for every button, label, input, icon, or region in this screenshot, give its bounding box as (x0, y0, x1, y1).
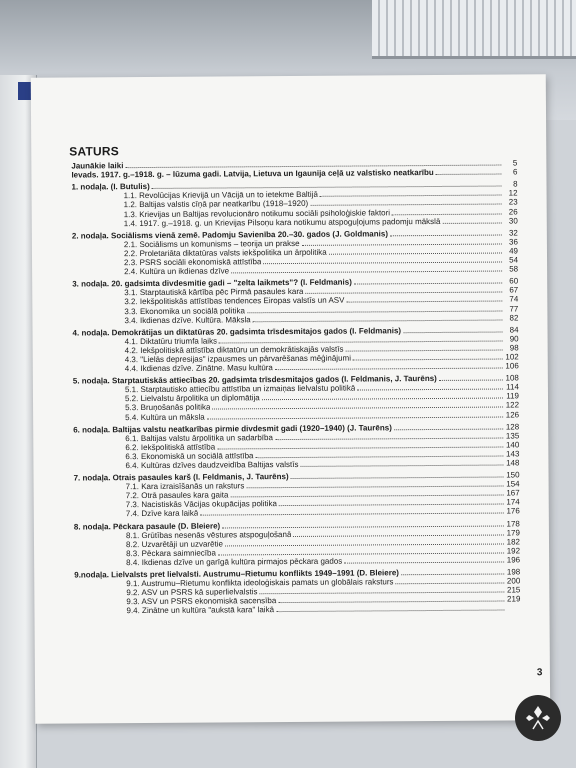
toc-entry-title: 5.2. Lielvalstu ārpolitika un diplomātija (124, 393, 260, 404)
toc-entry-title: 2.3. PSRS sociāli ekonomiskā attīstība (124, 257, 262, 268)
toc-dot-leader (394, 428, 503, 430)
background-radiator (372, 0, 576, 59)
toc-entry (73, 410, 519, 422)
toc-dot-leader (231, 271, 502, 274)
toc-entry-page: 140 (505, 440, 520, 450)
toc-entry-page: 219 (507, 594, 521, 604)
toc-entry-title: 8.1. Grūtības nesenās vēstures atspoguļošanā (125, 529, 292, 540)
toc-entry-page: 128 (505, 422, 520, 432)
toc-entry-title: 9.3. ASV un PSRS ekonomiskā sacensība (126, 596, 277, 607)
toc-entry-page: 179 (506, 528, 520, 538)
toc-entry-title: 1.3. Krievijas un Baltijas revolucionāro notikumu sociāli psiholoģiskie faktori (123, 207, 391, 219)
toc-entry-page: 8 (513, 179, 518, 189)
toc-dot-leader (436, 174, 502, 175)
toc-entry-page: 126 (505, 409, 520, 420)
page-title: SATURS (69, 144, 119, 159)
toc-dot-leader (305, 292, 502, 294)
toc-entry-page: 114 (506, 382, 519, 392)
toc-entry-page: 108 (505, 373, 519, 383)
toc-entry-title: 4.3. "Lielās depresijas" izpausmes un pārvarēšanas mēģinājumi (124, 353, 351, 365)
toc-entry-page: 30 (508, 216, 518, 226)
toc-entry-page: 174 (506, 497, 520, 507)
toc-entry (74, 507, 520, 519)
toc-entry-page: 106 (505, 361, 519, 371)
toc-entry-title: 8.4. Ikdienas dzīve un garīgā kultūra pirmajos pēckara gados (126, 556, 343, 568)
toc-entry-page: 23 (508, 197, 518, 207)
toc-entry-page: 49 (509, 246, 519, 256)
toc-dot-leader (442, 222, 501, 223)
toc-dot-leader (344, 561, 504, 563)
table-of-contents (71, 158, 520, 616)
toc-entry-page: 150 (506, 470, 520, 480)
toc-entry-title: 3.4. Ikdienas dzīve. Kultūra. Māksla (124, 314, 251, 325)
toc-dot-leader (253, 319, 503, 322)
toc-entry-page: 26 (508, 206, 518, 217)
toc-entry-title: 4.1. Diktatūru triumfa laiks (124, 336, 218, 346)
toc-entry-title: 3.3. Ekonomika un sociālā politika (124, 305, 245, 316)
toc-entry-page: 67 (509, 285, 519, 295)
toc-entry-page: 54 (509, 255, 519, 265)
toc-entry (74, 604, 520, 616)
toc-dot-leader (291, 477, 504, 479)
toc-entry-title: 6.2. Iekšpolitiskā attīstība (125, 442, 216, 452)
toc-entry-title: 7.3. Nacistiskās Vācijas okupācijas politika (125, 499, 277, 510)
toc-entry-title: 8. nodaļa. Pēckara pasaule (D. Bleiere) (73, 521, 221, 532)
toc-dot-leader (302, 243, 502, 245)
toc-entry-page: 98 (509, 343, 519, 353)
toc-entry-title: 7.1. Kara izraisīšanās un raksturs (125, 481, 245, 492)
toc-entry-page: 6 (512, 167, 518, 177)
toc-entry-title: 1.1. Revolūcijas Krievijā un Vācijā un to ietekme Baltijā (123, 190, 318, 201)
toc-dot-leader (390, 234, 502, 236)
toc-entry-title: 1.2. Baltijas valstis cīņā par neatkarību (1918–1920) (123, 199, 309, 210)
toc-dot-leader (275, 368, 503, 371)
toc-entry-title: 5. nodaļa. Starptautiskās attiecības 20. gadsimta trīsdesmitajos gados (I. Feldmanis, J. Taurēns) (72, 374, 437, 386)
toc-entry-page: 196 (506, 555, 521, 565)
toc-entry-page: 58 (509, 264, 519, 274)
toc-entry-title: 1. nodaļa. (I. Butulis) (71, 182, 150, 192)
toc-entry-title: 8.2. Uzvarētāji un uzvarētie (125, 539, 223, 549)
toc-entry-page: 32 (508, 228, 518, 238)
toc-dot-leader (320, 195, 502, 197)
toc-dot-leader (403, 331, 502, 333)
toc-entry-title: 9.2. ASV un PSRS kā superlielvalstis (126, 587, 258, 598)
toc-entry-page: 182 (506, 537, 521, 547)
toc-entry-page: 178 (506, 518, 520, 529)
toc-dot-leader (396, 583, 505, 585)
toc-dot-leader (200, 513, 504, 516)
toc-dot-leader (345, 349, 502, 351)
toc-dot-leader (300, 465, 503, 467)
toc-entry-page: 200 (506, 576, 521, 586)
toc-entry-title: 5.1. Starptautisko attiecību attīstība un izmaiņas lielvalstu politikā (124, 383, 356, 395)
toc-entry-page: 74 (509, 294, 519, 304)
toc-entry-page: 143 (505, 449, 520, 459)
toc-entry-page: 5 (512, 158, 518, 168)
toc-entry-title: 3.2. Iekšpolitiskās attīstības tendences Eiropas valstīs un ASV (124, 296, 345, 307)
toc-entry-page: 90 (509, 334, 519, 344)
toc-dot-leader (346, 301, 502, 303)
toc-entry (74, 555, 520, 567)
toc-entry-title: 9.nodaļa. Lielvalsts pret lielvalsti. Austrumu–Rietumu konflikts 1949–1991 (D. Bleiere) (74, 568, 399, 580)
toc-dot-leader (392, 213, 502, 215)
toc-entry-page: 192 (506, 546, 521, 556)
toc-dot-leader (310, 204, 501, 206)
toc-entry-page: 198 (506, 567, 521, 577)
toc-entry-title: 4.2. Iekšpolitiskā attīstība diktatūru un demokrātiskajās valstīs (124, 344, 344, 356)
toc-entry-title: 7.4. Dzīve kara laikā (125, 509, 199, 519)
toc-entry (72, 313, 518, 325)
toc-dot-leader (275, 437, 503, 440)
toc-entry-page: 167 (506, 488, 520, 498)
toc-entry-page: 77 (509, 303, 519, 313)
toc-entry-title: 9.1. Austrumu–Rietumu konflikta ideoloģiskais pamats un globālais raksturs (126, 577, 394, 589)
toc-dot-leader (278, 601, 504, 604)
toc-entry-title: 2.1. Sociālisms un komunisms – teorija un prakse (123, 238, 300, 250)
toc-entry-page: 84 (509, 325, 519, 335)
toc-entry-title: 2.4. Kultūra un ikdienas dzīve (124, 266, 230, 277)
toc-dot-leader (439, 380, 503, 381)
toc-entry-title: 3. nodaļa. 20. gadsimta divdesmitie gadi – "zelta laikmets"? (I. Feldmanis) (72, 277, 352, 289)
toc-entry-page: 60 (509, 276, 519, 286)
page-number: 3 (536, 667, 543, 679)
toc-entry-title: 9.4. Zinātne un kultūra "aukstā kara" laikā (126, 605, 275, 616)
toc-entry-title: 6.3. Ekonomiskā un sociālā attīstība (125, 451, 254, 462)
toc-entry-title: 8.3. Pēckara saimniecība (126, 548, 216, 558)
toc-dot-leader (293, 534, 504, 536)
toc-entry-title: 6.1. Baltijas valstu ārpolitika un sadarbība (125, 432, 273, 443)
toc-entry (71, 168, 517, 180)
toc-entry-page: 102 (505, 352, 519, 362)
toc-entry-title: 6.4. Kultūras dzīves daudzveidība Baltijas valstīs (125, 459, 299, 471)
toc-entry-title: 5.3. Bruņošanās politika (125, 402, 211, 413)
toc-entry-title: 2.2. Proletariāta diktatūras valsts iekšpolitika un ārpolitika (123, 247, 327, 259)
toc-entry-title: 3.1. Starptautiskā kārtība pēc Pirmā pasaules kara (124, 287, 304, 298)
toc-dot-leader (276, 610, 504, 613)
toc-entry-page: 148 (506, 458, 520, 468)
toc-entry-page: 215 (506, 585, 521, 595)
diamond-emblem-icon (515, 695, 561, 741)
toc-entry-title: 5.4. Kultūra un māksla (125, 412, 205, 422)
toc-entry-page: 119 (506, 391, 520, 401)
toc-entry-page: 82 (509, 313, 519, 323)
toc-entry-page: 12 (508, 188, 518, 198)
toc-entry-title: 7. nodaļa. Otrais pasaules karš (I. Feldmanis, J. Taurēns) (73, 472, 289, 483)
toc-dot-leader (279, 504, 504, 507)
toc-entry-page: 36 (508, 237, 518, 247)
toc-entry-title: 1.4. 1917. g.–1918. g. un Krievijas Pilsoņu kara notikumu atspoguļojums padomju mākslā (123, 216, 441, 228)
toc-entry-title: 7.2. Otrā pasaules kara gaita (125, 490, 229, 501)
toc-entry (73, 458, 519, 470)
toc-entry-title: 2. nodaļa. Sociālisms vienā zemē. Padomju Savienība 20.–30. gados (J. Goldmanis) (71, 229, 389, 241)
toc-entry (72, 216, 518, 228)
toc-entry-page: 154 (506, 479, 520, 489)
toc-entry-page: 122 (505, 400, 520, 410)
toc-entry-page: 135 (505, 431, 520, 441)
toc-entry-title: 4.4. Ikdienas dzīve. Zinātne. Masu kultūra (124, 363, 273, 374)
toc-entry-title: 4. nodaļa. Demokrātijas un diktatūras 20. gadsimta trīsdesmitajos gados (I. Feldmanis) (72, 325, 402, 338)
toc-dot-leader (353, 358, 503, 360)
toc-entry-page: 176 (506, 506, 520, 516)
toc-entry-title: Jaunākie laiki (71, 161, 124, 171)
toc-dot-leader (329, 252, 502, 254)
toc-entry (72, 264, 518, 276)
toc-entry (73, 361, 519, 373)
toc-entry-title: Ievads. 1917. g.–1918. g. – lūzuma gadi. Latvija, Lietuva un Igaunija ceļā uz valstisko neatkarību (71, 168, 434, 180)
toc-entry-title: 6. nodaļa. Baltijas valstu neatkarības pirmie divdesmit gadi (1920–1940) (J. Taurēns) (73, 422, 392, 435)
toc-dot-leader (354, 283, 502, 285)
toc-dot-leader (207, 416, 503, 419)
book-page (31, 74, 550, 724)
toc-dot-leader (357, 389, 503, 391)
toc-dot-leader (401, 574, 504, 576)
